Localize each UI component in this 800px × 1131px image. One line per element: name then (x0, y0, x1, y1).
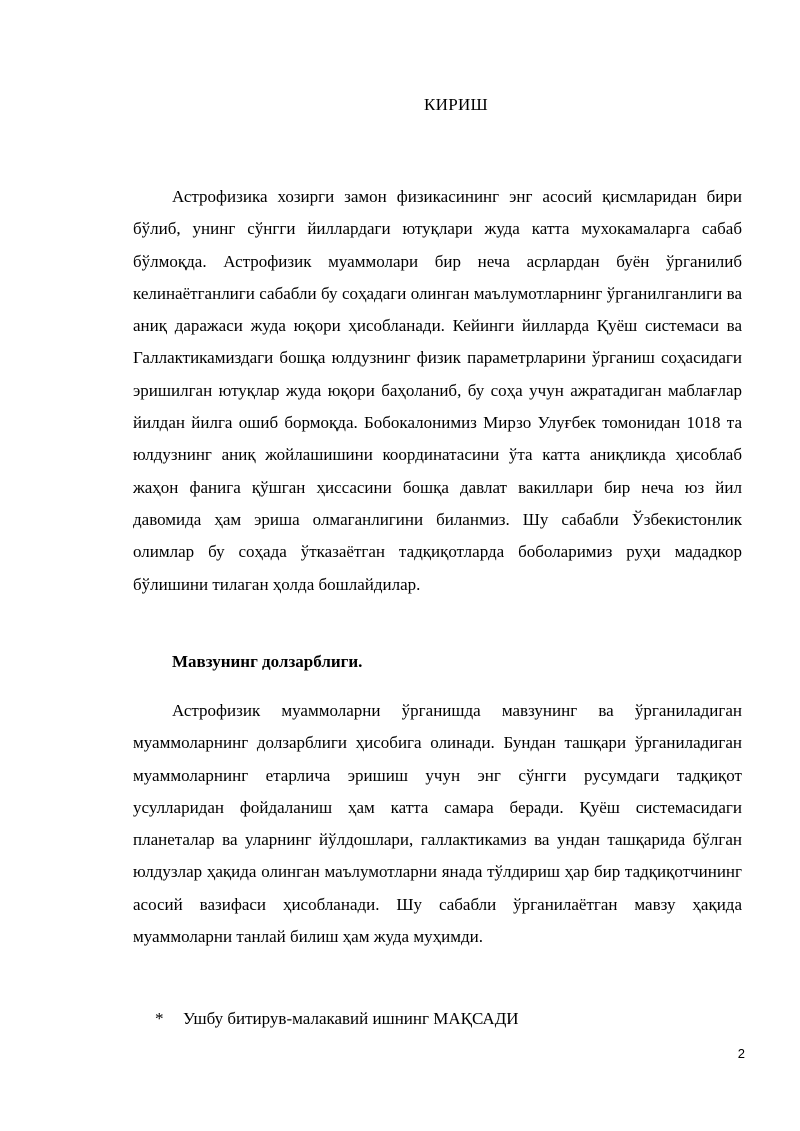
page-number: 2 (737, 1046, 745, 1061)
relevance-paragraph: Астрофизик муаммоларни ўрганишда мавзунинг ва ўрганиладиган муаммоларнинг долзарблиги ҳисобига олинади. Бундан ташқари ўрганиладиган муаммоларнинг етарлича эришиш учун энг сўнгги русумдаги тадқиқот усулларидан фойдаланиш ҳам катта самара беради. Қуёш системасидаги планеталар ва уларнинг йўлдошлари, галлактикамиз ва ундан ташқарида бўлган юлдузлар ҳақида олинган маълумотларни янада тўлдириш ҳар бир тадқиқотчининг асосий вазифаси ҳисобланади. Шу сабабли ўрганилаётган мавзу ҳақида муаммоларни танлай билиш ҳам жуда муҳимди. (133, 701, 742, 947)
section-heading: КИРИШ (424, 95, 488, 114)
asterisk-bullet-icon: * (155, 1009, 164, 1028)
goal-bullet-text: Ушбу битирув-малакавий ишнинг МАҚСАДИ (183, 1009, 519, 1028)
intro-paragraph: Астрофизика хозирги замон физикасининг энг асосий қисмларидан бири бўлиб, унинг сўнгги йиллардаги ютуқлари жуда катта мухокамаларга сабаб бўлмоқда. Астрофизик муаммолари бир неча асрлардан буён ўрганилиб келинаётганлиги сабабли бу соҳадаги олинган маълумотларнинг ўрганилганлиги ва аниқ даражаси жуда юқори ҳисобланади. Кейинги йилларда Қуёш системаси ва Галлактикамиздаги бошқа юлдузнинг физик параметрларини ўрганиш соҳасидаги эришилган ютуқлар жуда юқори баҳоланиб, бу соҳа учун ажратадиган маблағлар йилдан йилга ошиб бормоқда. Бобокалонимиз Мирзо Улуғбек томонидан 1018 та юлдузнинг аниқ жойлашишини координатасини ўта катта аниқликда ҳисоблаб жаҳон фанига қўшган ҳиссасини бошқа давлат вакиллари бир неча юз йил давомида ҳам эриша олмаганлигини биланмиз. Шу сабабли Ўзбекистонлик олимлар бу соҳада ўтказаётган тадқиқотларда боболаримиз руҳи мададкор бўлишини тилаган ҳолда бошлайдилар. (133, 187, 742, 594)
goal-bullet-item (155, 1009, 519, 1029)
relevance-subheading: Мавзунинг долзарблиги. (172, 652, 363, 671)
